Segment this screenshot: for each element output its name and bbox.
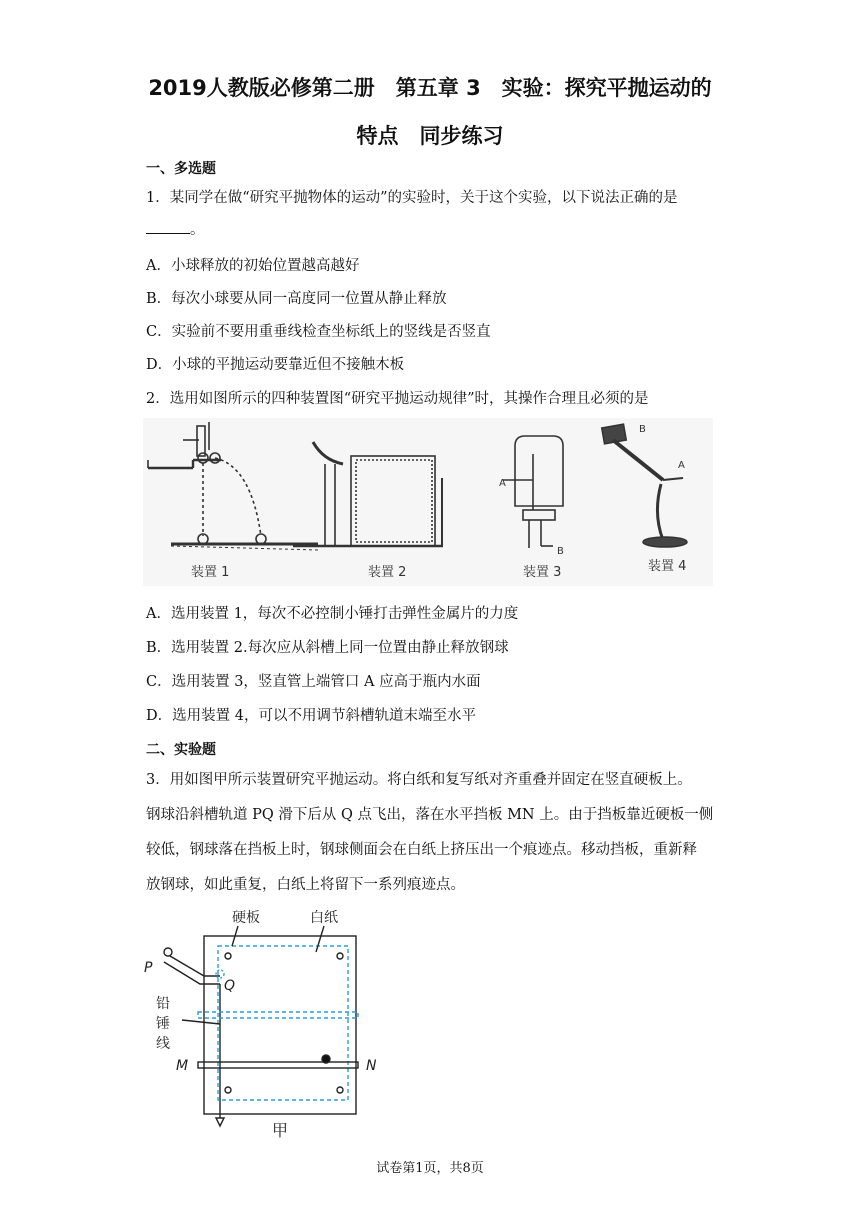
figure-caption-jia: 甲 <box>272 1121 289 1140</box>
q2-option-c: C．选用装置 3，竖直管上端管口 A 应高于瓶内水面 <box>146 674 481 690</box>
page-footer: 试卷第1页，共8页 <box>376 1161 484 1176</box>
q1-option-d: D．小球的平抛运动要靠近但不接触木板 <box>146 357 405 373</box>
q1-stem: 1．某同学在做“研究平抛物体的运动”的实验时，关于这个实验，以下说法正确的是 <box>146 190 678 206</box>
q3-text-line-3: 较低，钢球落在挡板上时，钢球侧面会在白纸上挤压出一个痕迹点。移动挡板，重新释 <box>146 842 697 858</box>
q1-option-a: A．小球释放的初始位置越高越好 <box>146 258 360 274</box>
q2-option-a: A．选用装置 1，每次不必控制小锤打击弹性金属片的力度 <box>146 606 519 622</box>
q3-text-line-2: 钢球沿斜槽轨道 PQ 滑下后从 Q 点飞出，落在水平挡板 MN 上。由于挡板靠近硬板一侧 <box>146 807 714 823</box>
label-Q: Q <box>224 978 236 994</box>
svg-text:B: B <box>639 424 646 435</box>
q2-apparatus-figure <box>143 418 713 586</box>
page-title-line1: 2019人教版必修第二册 第五章 3 实验：探究平抛运动的 <box>148 76 712 100</box>
white-paper <box>218 946 348 1100</box>
q2-option-b: B．选用装置 2.每次应从斜槽上同一位置由静止释放钢球 <box>146 640 509 656</box>
label-white-paper: 白纸 <box>310 910 338 926</box>
label-P: P <box>144 960 153 976</box>
q1-stem-blank: 。 <box>146 218 205 239</box>
label-plumb-2: 锤 <box>156 1016 170 1032</box>
q2-stem: 2．选用如图所示的四种装置图“研究平抛运动规律”时，其操作合理且必须的是 <box>146 391 649 407</box>
section-heading-experiment: 二、实验题 <box>146 742 216 758</box>
label-N: N <box>366 1058 377 1074</box>
svg-text:A: A <box>499 478 506 489</box>
apparatus-2-label: 装置 2 <box>368 565 407 580</box>
answer-blank <box>146 221 190 234</box>
apparatus-1-label: 装置 1 <box>191 565 230 580</box>
q2-option-d: D．选用装置 4，可以不用调节斜槽轨道末端至水平 <box>146 708 476 724</box>
q3-text-line-1: 3．用如图甲所示装置研究平抛运动。将白纸和复写纸对齐重叠并固定在竖直硬板上。 <box>146 772 692 788</box>
label-hard-board: 硬板 <box>232 910 260 926</box>
label-plumb-3: 线 <box>156 1036 170 1052</box>
section-heading-multiple-choice: 一、多选题 <box>146 161 216 177</box>
q3-text-line-4: 放钢球，如此重复，白纸上将留下一系列痕迹点。 <box>146 877 465 893</box>
q3-figure-jia <box>140 904 390 1140</box>
apparatus-3-label: 装置 3 <box>523 565 562 580</box>
q1-option-c: C．实验前不要用重垂线检查坐标纸上的竖线是否竖直 <box>146 324 491 340</box>
page-title-line2: 特点 同步练习 <box>356 124 504 148</box>
apparatus-4-label: 装置 4 <box>648 559 687 574</box>
label-plumb-1: 铅 <box>156 996 170 1012</box>
svg-text:B: B <box>557 546 564 557</box>
q1-option-b: B．每次小球要从同一高度同一位置从静止释放 <box>146 291 447 307</box>
label-M: M <box>176 1058 189 1074</box>
svg-text:A: A <box>678 460 685 471</box>
